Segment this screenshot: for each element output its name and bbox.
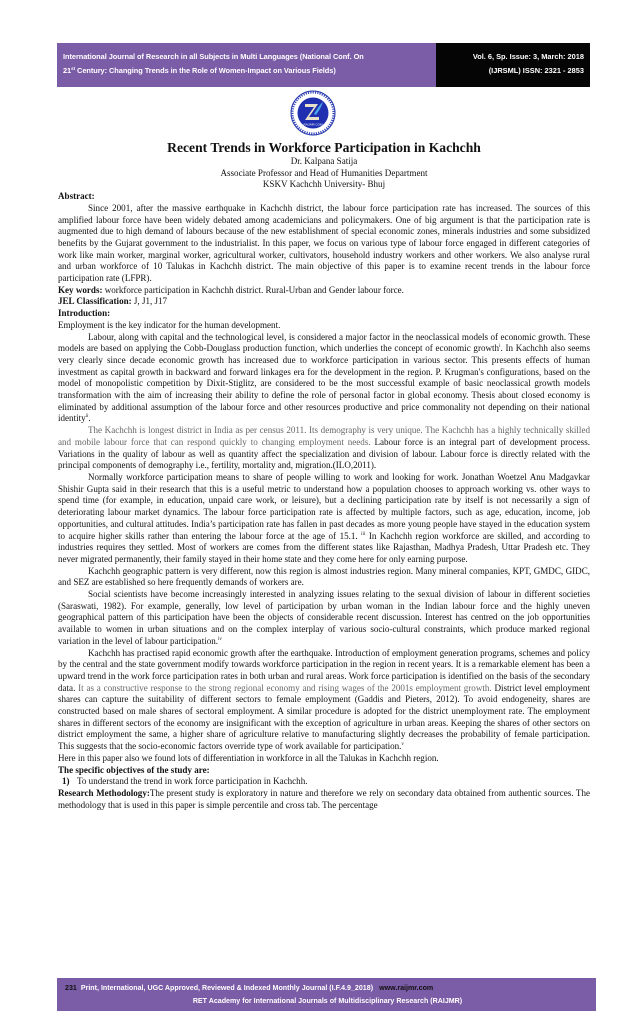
p6-gray-text: It as a constructive response to the strong regional economy and rising wages of the 2001s employment growth. xyxy=(78,682,492,693)
objectives-heading: The specific objectives of the study are: xyxy=(58,764,210,775)
objective-item xyxy=(58,776,590,788)
paragraph-differentiation: Here in this paper also we found lots of differentiation in workforce in all the Talukas in Kachchh region. xyxy=(58,752,439,763)
footer-journal-desc: Print, International, UGC Approved, Reviewed & Indexed Monthly Journal (I.F.4.9_2018) xyxy=(80,984,374,992)
abstract-text: Since 2001, after the massive earthquake in Kachchh district, the labour force participation rate has increased. The sources of this amplified labour force have been widely debated among academicians and policymakers. One of big argument is that the participation rate is augmented due to high demand of labours because of the new establishment of special economic zones, minerals industries and some subsidized benefits by the Gujarat government to the industrialist. In this paper, we focus on various type of labour force engaged in different categories of work like main worker, marginal worker, agricultural worker, cultivators, household industry workers and other workers. We also analyse rural and urban workforce of 10 Talukas in Kachchh district. The main objective of this paper is to examine recent trends in the labour force participation rate (LFPR). xyxy=(58,202,590,284)
keywords xyxy=(58,285,590,297)
svg-text:RAIJMR.COM: RAIJMR.COM xyxy=(303,122,323,127)
footer-url-link[interactable]: www.raijmr.com xyxy=(379,984,434,992)
journal-title-line2 xyxy=(63,64,430,78)
keywords-text: workforce participation in Kachchh district. Rural-Urban and Gender labour force. xyxy=(102,284,404,295)
footnote-ref-i: i xyxy=(499,344,501,350)
journal-footer-bar xyxy=(57,978,596,1011)
p5-text: Social scientists have become increasingly interested in analyzing issues relating to the sexual division of labour in different societies (Saraswati, 1982). For example, generally, low level of participation by urban woman in the Indian labour force and the highly uneven geographical pattern of this participation have been the objects of considerable recent discussion. Interest has centred on the job opportunities available to women in urban situations and on the complex interplay of various socio-cultural constraints, which produce marked regional variation in the level of labour participation. xyxy=(58,589,590,646)
methodology-label: Research Methodology: xyxy=(58,787,150,798)
issue-volume: Vol. 6, Sp. Issue: 3, March: 2018 xyxy=(472,52,584,61)
conf-title-rest: Century: Changing Trends in the Role of Women-Impact on Various Fields) xyxy=(75,66,336,75)
journal-title-line1: International Journal of Research in all Subjects in Multi Languages (National Conf. On xyxy=(63,52,364,61)
paragraph-geographic: Kachchh geographic pattern is very different, now this region is almost industries region. Many mineral companies, KPT, GMDC, GIDC, and SEZ are established so here frequently demands of workers are. xyxy=(58,565,590,588)
paragraph-social-scientists xyxy=(58,589,590,648)
journal-title-block xyxy=(57,43,436,87)
jel-text: J, J1, J17 xyxy=(131,296,168,307)
footnote-ref-iii: iii xyxy=(361,531,366,537)
paragraph-kachchh-demography xyxy=(58,425,590,472)
p3-text-b: In Kachchh region workforce are skilled, and according to industries requires they settled. Most of workers are comes from the different states like Rajasthan, Madhya Pradesh, Uttar Pradesh etc. They never migrated permanently, their family stayed in their home state and they come here for only earning purpose. xyxy=(58,530,590,564)
intro-first-line: Employment is the key indicator for the human development. xyxy=(58,319,281,330)
paragraph-participation xyxy=(58,472,590,566)
footnote-ref-iv: iv xyxy=(218,636,222,642)
page-number: 231 xyxy=(65,984,77,992)
p2-gray-text: The Kachchh is longest district in India as per census 2011. Its demography is very unique. The Kachchh has a highly technically skilled and mobile labour force that can respond quickly to changing employment needs. xyxy=(58,425,590,447)
conf-century-number: 21 xyxy=(63,66,72,75)
jel-label: JEL Classification: xyxy=(58,296,132,307)
research-methodology xyxy=(58,788,590,811)
paragraph-growth xyxy=(58,648,590,753)
paper-title: Recent Trends in Workforce Participation in Kachchh xyxy=(167,140,481,155)
p2-text: Labour force is an integral part of development process. Variations in the quality of labour as well as quantity affect the specialization and division of labour. Labour force is directly related with the principal components of demography i.e., fertility, mortality and, migration.(ILO,2011). xyxy=(58,436,590,471)
journal-header-bar xyxy=(57,43,590,87)
p1-text-a: Labour, along with capital and the technological level, is considered a major factor in the neoclassical models of economic growth. These models are based on applying the Cobb-Douglass production function, which underlies the concept of economic growth xyxy=(58,331,590,354)
footnote-ref-v: v xyxy=(401,742,404,748)
p1-text-b: . In Kachchh also seems very clearly since decade economic growth has increased due to workforce participation in various sector. This presents effects of human investment as capital growth in backward and forward linkages era for the development in the region. P. Krugman's configurations, based on the model of monopolistic competition by Dixit-Stiglitz, are considered to be the most successful example of basic neoclassical growth models transformation with the aim of increasing their ability to define the role of personal factor in global economy. Thesis about closed economy is eliminated by additional assumption of the labour force and other resources productive and price commonality not depending on their national identity xyxy=(58,343,590,424)
footer-line1 xyxy=(65,982,590,995)
conf-century-suffix: st xyxy=(71,66,76,71)
footnote-ref-ii: ii xyxy=(85,414,89,420)
methodology-text: The present study is exploratory in nature and therefore we rely on secondary data obtained from authentic sources. The methodology that is used in this paper is simple percentile and cross tab. The percentage xyxy=(58,787,590,810)
paragraph-labour xyxy=(58,332,590,426)
objective-number: 1) xyxy=(62,776,70,787)
p3-text-a: Normally workforce participation means to share of people willing to work and looking for work. Jonathan Woetzel Anu Madgavkar Shishir Gupta said in their research that this is a useful metric to understand how a population chooses to approach working vs. other ways to spend time (for example, in education, unpaid care work, or leisure), but a declining participation rate by itself is not necessarily a sign of deteriorating labour market dynamics. The labour force participation rate is affected by multiple factors, such as age, education, income, job opportunities, and cultural attitudes. India’s participation rate has fallen in past decades as more young people have stayed in the education system to acquire higher skills rather than entering the labour force at the age of 15.1. xyxy=(58,471,590,541)
raijmr-logo-icon xyxy=(290,90,336,136)
author-name: Dr. Kalpana Satija xyxy=(290,156,358,166)
p6-text-b: District level employment shares can capture the suitability of different sectors to female employment (Gaddis and Pieters, 2012). To avoid endogeneity, shares are constructed based on male shares of sectoral employment. A similar procedure is adopted for the district unemployment rate. The employment shares in different sectors of the economy are insignificant with the exception of agriculture in urban areas. Keeping the shares of other sectors on district employment the same, a higher share of agriculture relative to manufacturing slightly decreases the probability of female participation. This suggests that the socio-economic factors override type of work available for participation. xyxy=(58,682,590,752)
author-affiliation: Associate Professor and Head of Humanities Department xyxy=(220,167,428,178)
issue-info-block xyxy=(436,43,590,87)
objective-text: To understand the trend in work force participation in Kachchh. xyxy=(77,776,308,787)
introduction-heading: Introduction: xyxy=(58,308,111,319)
issue-issn: (IJRSML) ISSN: 2321 - 2853 xyxy=(488,66,584,75)
jel-classification xyxy=(58,296,590,308)
footer-publisher: RET Academy for International Journals of Multidisciplinary Research (RAIJMR) xyxy=(192,996,463,1005)
abstract-heading: Abstract: xyxy=(58,191,95,202)
p6-text-a: Kachchh has practised rapid economic growth after the earthquake. Introduction of employment generation programs, schemes and policy by the central and the state government modify towards workforce participation in the region in recent years. It is a remarkable element has been a upward trend in the work force participation rates in both urban and rural areas. Work force participation is identified on the basis of the secondary data. xyxy=(58,647,590,693)
author-university: KSKV Kachchh University- Bhuj xyxy=(262,179,386,190)
paper-body xyxy=(58,140,590,811)
p1-text-c: . xyxy=(88,413,91,424)
keywords-label: Key words: xyxy=(58,284,103,295)
